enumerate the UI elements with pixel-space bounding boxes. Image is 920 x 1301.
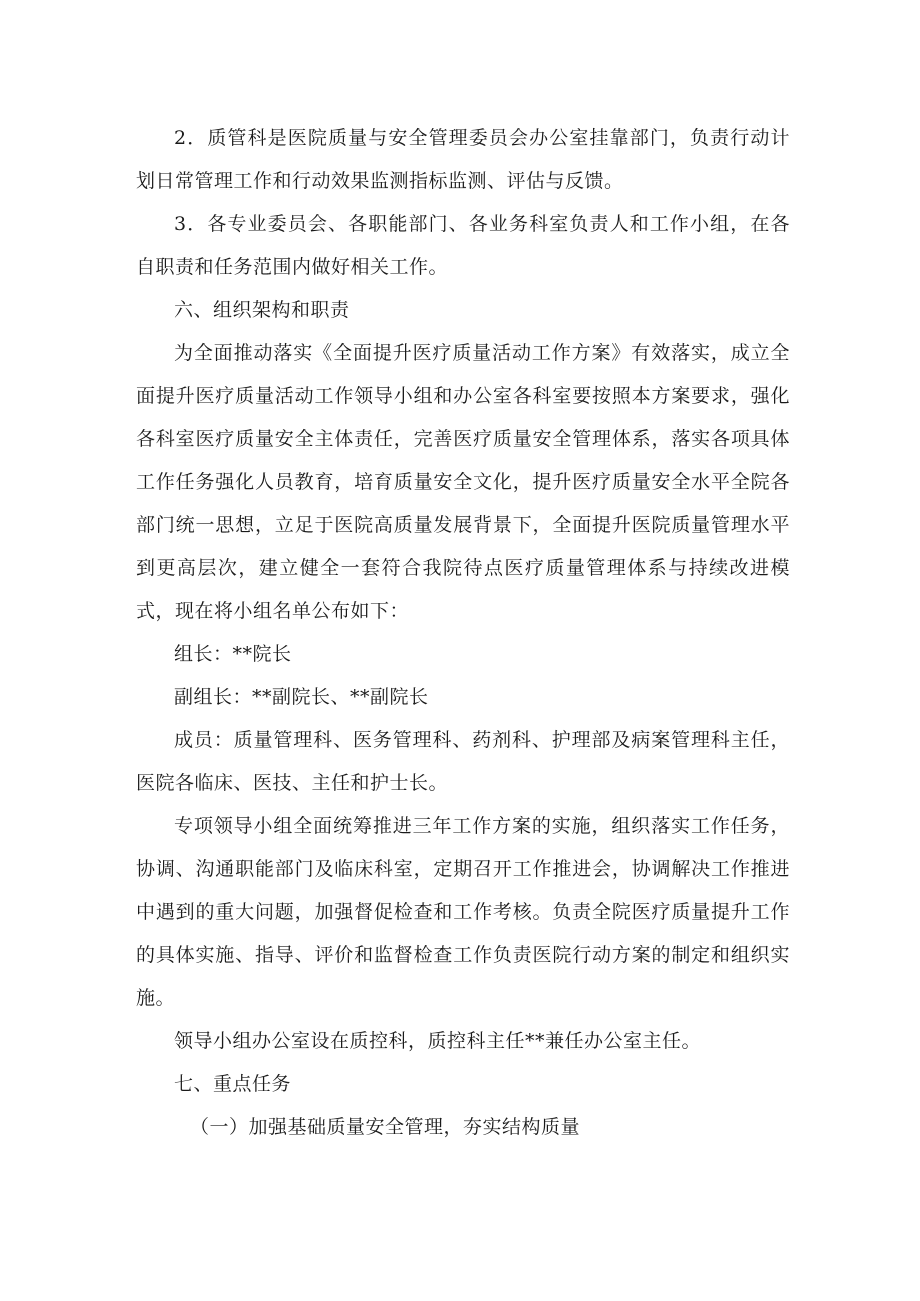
- subsection-heading-1: （一）加强基础质量安全管理，夯实结构质量: [190, 1116, 581, 1138]
- section-heading-6: 六、组织架构和职责: [174, 299, 350, 321]
- document-body: [136, 117, 790, 1149]
- paragraph-org-intro: 为全面推动落实《全面提升医疗质量活动工作方案》有效落实，成立全面提升医疗质量活动工作领导小组和办公室各科室要按照本方案要求，强化各科室医疗质量安全主体责任，完善医疗质量安全管理体系，落实各项具体工作任务强化人员教育，培育质量安全文化，提升医疗质量安全水平全院各部门统一思想，立足于医院高质量发展背景下，全面提升医院质量管理水平到更高层次，建立健全一套符合我院待点医疗质量管理体系与持续改进模式，现在将小组名单公布如下：: [136, 342, 790, 622]
- paragraph-item-3: 3．各专业委员会、各职能部门、各业务科室负责人和工作小组，在各自职责和任务范围内做好相关工作。: [136, 213, 790, 278]
- paragraph-office: 领导小组办公室设在质控科，质控科主任**兼任办公室主任。: [174, 1030, 702, 1052]
- paragraph-members: 成员：质量管理科、医务管理科、药剂科、护理部及病案管理科主任，医院各临床、医技、主任和护士长。: [136, 729, 790, 794]
- paragraph-group-duties: 专项领导小组全面统筹推进三年工作方案的实施，组织落实工作任务，协调、沟通职能部门及临床科室，定期召开工作推进会，协调解决工作推进中遇到的重大问题，加强督促检查和工作考核。负责全院医疗质量提升工作的具体实施、指导、评价和监督检查工作负责医院行动方案的制定和组织实施。: [136, 815, 790, 1009]
- section-heading-7: 七、重点任务: [174, 1073, 292, 1095]
- paragraph-item-2: 2．质管科是医院质量与安全管理委员会办公室挂靠部门，负责行动计划日常管理工作和行动效果监测指标监测、评估与反馈。: [136, 127, 790, 192]
- paragraph-deputy-leader: 副组长：**副院长、**副院长: [174, 686, 429, 708]
- paragraph-leader: 组长：**院长: [174, 643, 292, 665]
